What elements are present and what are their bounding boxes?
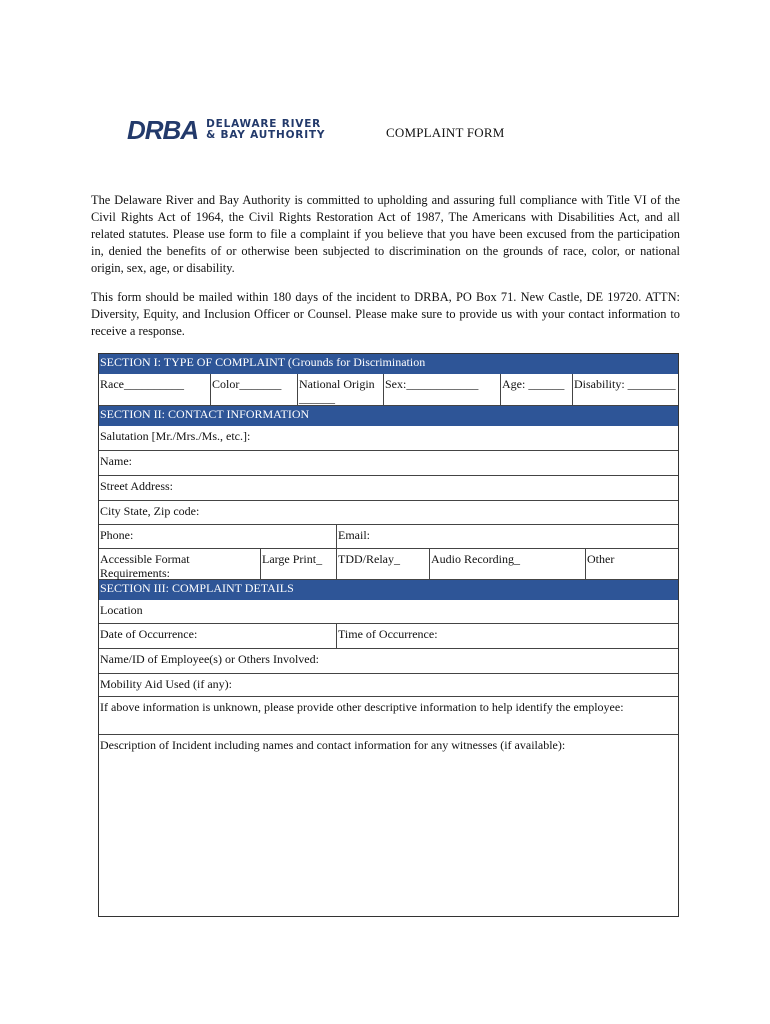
intro-paragraph: The Delaware River and Bay Authority is committed to upholding and assuring full compliance with Title VI of the Civil Rights Act of 1964, the Civil Rights Restoration Act of 1987, The Americans with Disabilities Act, and all related statutes. Please use form to file a complaint if you believe that you have been excused from the participation in, denied the benefits of or otherwise been subjected to discrimination on the grounds of race, color, or national origin, sex, age, or disability. (91, 193, 680, 275)
logo-line-1: DELAWARE RIVER (206, 118, 322, 130)
sex-field[interactable]: Sex:____________ (383, 374, 500, 405)
employee-involved-field[interactable]: Name/ID of Employee(s) or Others Involved: (100, 652, 319, 666)
logo-mark: DRBA (127, 115, 199, 145)
time-of-occurrence-field[interactable]: Time of Occurrence: (336, 624, 678, 648)
street-address-field[interactable]: Street Address: (100, 479, 173, 493)
section-3-header: SECTION III: COMPLAINT DETAILS (99, 580, 678, 600)
logo-wordmark (206, 119, 325, 141)
accessible-format-row (99, 549, 678, 580)
location-row (99, 600, 678, 624)
section-2-header: SECTION II: CONTACT INFORMATION (99, 406, 678, 426)
accessible-format-label: Accessible Format Requirements: (100, 552, 190, 580)
mailing-instructions: This form should be mailed within 180 days of the incident to DRBA, PO Box 71. New Castle, DE 19720. ATTN: Diversity, Equity, and Inclusion Officer or Counsel. Please make sure to provide us with your contact information to receive a response. (91, 290, 680, 338)
description-row (99, 735, 678, 916)
phone-field[interactable]: Phone: (100, 528, 134, 542)
logo-line-2: & BAY AUTHORITY (206, 129, 326, 141)
name-row (99, 451, 678, 476)
descriptive-info-field[interactable]: If above information is unknown, please provide other descriptive information to help identify the employee: (100, 700, 624, 714)
employee-row (99, 649, 678, 674)
unknown-info-row (99, 697, 678, 735)
phone-email-row (99, 525, 678, 549)
large-print-option[interactable]: Large Print_ (260, 549, 336, 579)
other-option[interactable]: Other (585, 549, 678, 579)
age-field[interactable]: Age: ______ (500, 374, 572, 405)
section-1-header: SECTION I: TYPE OF COMPLAINT (Grounds for Discrimination (99, 354, 678, 374)
form-title: COMPLAINT FORM (386, 125, 505, 140)
incident-description-field[interactable]: Description of Incident including names and contact information for any witnesses (if available): (100, 738, 566, 752)
drba-logo (127, 117, 325, 143)
complaint-type-row (99, 374, 678, 406)
location-field[interactable]: Location (100, 603, 143, 617)
street-row (99, 476, 678, 501)
email-field[interactable]: Email: (336, 525, 678, 548)
complaint-form-table (98, 353, 679, 917)
race-field[interactable]: Race__________ (100, 377, 184, 391)
color-field[interactable]: Color_______ (210, 374, 297, 405)
audio-recording-option[interactable]: Audio Recording_ (429, 549, 585, 579)
occurrence-row (99, 624, 678, 649)
city-state-zip-field[interactable]: City State, Zip code: (100, 504, 200, 518)
mobility-aid-field[interactable]: Mobility Aid Used (if any): (100, 677, 232, 691)
city-row (99, 501, 678, 525)
tdd-relay-option[interactable]: TDD/Relay_ (336, 549, 429, 579)
mobility-row (99, 674, 678, 697)
disability-field[interactable]: Disability: ________ (572, 374, 678, 405)
national-origin-field[interactable]: National Origin ______ (297, 374, 383, 405)
salutation-field[interactable]: Salutation [Mr./Mrs./Ms., etc.]: (100, 429, 251, 443)
name-field[interactable]: Name: (100, 454, 132, 468)
date-of-occurrence-field[interactable]: Date of Occurrence: (100, 627, 198, 641)
document-header (127, 117, 687, 147)
salutation-row (99, 426, 678, 451)
